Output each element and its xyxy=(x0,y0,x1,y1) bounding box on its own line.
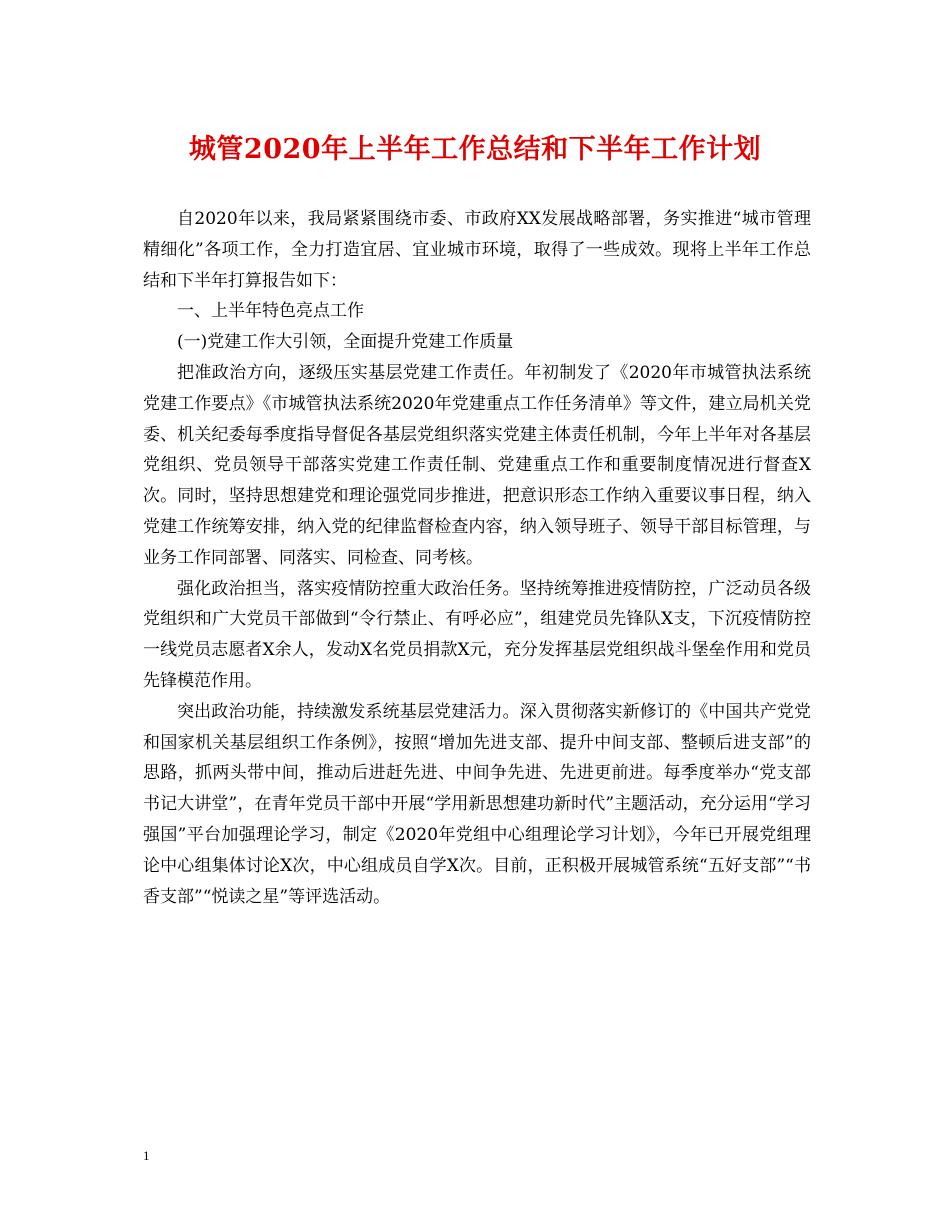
section-heading: 一、上半年特色亮点工作 xyxy=(177,301,364,322)
page-number: 1 xyxy=(143,1148,150,1163)
body-paragraph: 强化政治担当，落实疫情防控重大政治任务。坚持统筹推进疫情防控，广泛动员各级党组织和广大党员干部做到“令行禁止、有呼必应”，组建党员先锋队X支，下沉疫情防控一线党员志愿者X余人，发动X名党员捐款X元，充分发挥基层党组织战斗堡垒作用和党员先锋模范作用。 xyxy=(143,578,811,691)
body-paragraph: 把准政治方向，逐级压实基层党建工作责任。年初制发了《2020年市城管执法系统党建工作要点》《市城管执法系统2020年党建重点工作任务清单》等文件，建立局机关党委、机关纪委每季度指导督促各基层党组织落实党建主体责任机制，今年上半年对各基层党组织、党员领导干部落实党建工作责任制、党建重点工作和重要制度情况进行督查X次。同时，坚持思想建党和理论强党同步推进，把意识形态工作纳入重要议事日程，纳入党建工作统筹安排，纳入党的纪律监督检查内容，纳入领导班子、领导干部目标管理，与业务工作同部署、同落实、同检查、同考核。 xyxy=(143,362,811,568)
document-body xyxy=(143,204,811,912)
subsection-heading: (一)党建工作大引领，全面提升党建工作质量 xyxy=(177,332,514,353)
body-paragraph: 突出政治功能，持续激发系统基层党建活力。深入贯彻落实新修订的《中国共产党党和国家机关基层组织工作条例》，按照“增加先进支部、提升中间支部、整顿后进支部”的思路，抓两头带中间，推动后进赶先进、中间争先进、先进更前进。每季度举办“党支部书记大讲堂”，在青年党员干部中开展“学用新思想建功新时代”主题活动，充分运用“学习强国”平台加强理论学习，制定《2020年党组中心组理论学习计划》，今年已开展党组理论中心组集体讨论X次，中心组成员自学X次。目前，正积极开展城管系统“五好支部”“书香支部”“悦读之星”等评选活动。 xyxy=(143,701,811,907)
intro-paragraph: 自2020年以来，我局紧紧围绕市委、市政府XX发展战略部署，务实推进“城市管理精细化”各项工作，全力打造宜居、宜业城市环境，取得了一些成效。现将上半年工作总结和下半年打算报告如下： xyxy=(143,209,811,291)
document-title: 城管2020年上半年工作总结和下半年工作计划 xyxy=(188,134,762,165)
